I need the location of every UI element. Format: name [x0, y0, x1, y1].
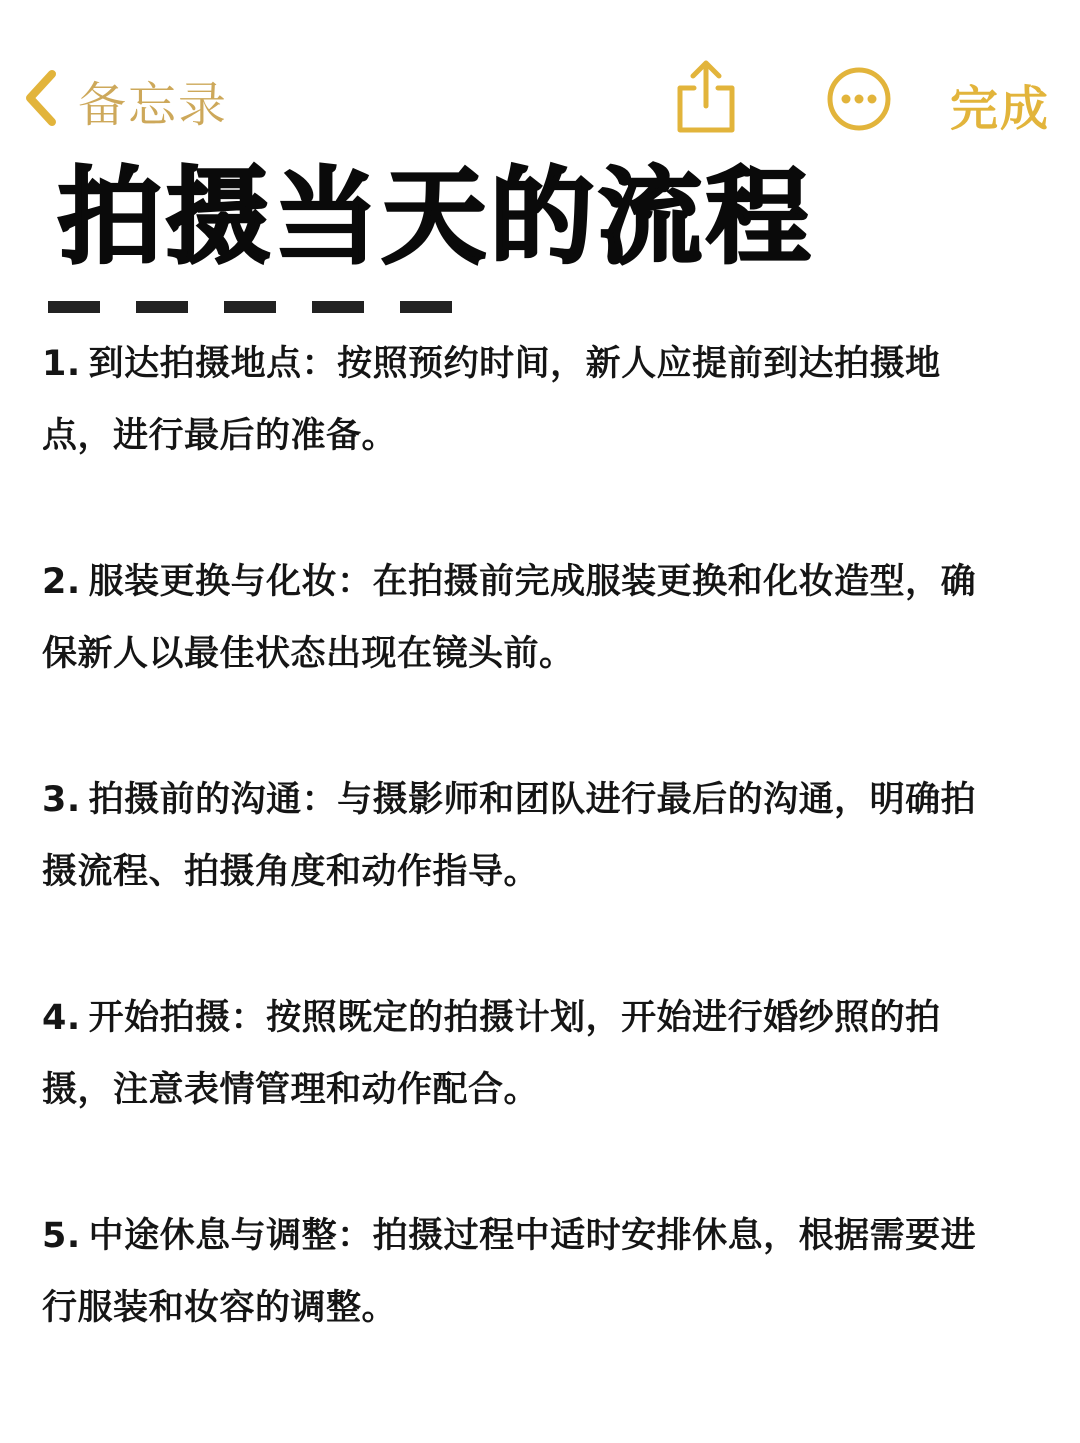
- step-text: 到达拍摄地点：按照预约时间，新人应提前到达拍摄地点，进行最后的准备。: [42, 344, 941, 456]
- note-title: 拍摄当天的流程: [58, 156, 815, 278]
- step-paragraph: [42, 982, 1002, 1126]
- step-number: 2.: [42, 562, 81, 602]
- step-text: 中途休息与调整：拍摄过程中适时安排休息，根据需要进行服装和妆容的调整。: [42, 1216, 977, 1328]
- step-number: 1.: [42, 344, 81, 384]
- divider-dash: [224, 301, 276, 313]
- step-paragraph: [42, 1200, 1002, 1344]
- dashed-divider: [48, 301, 452, 315]
- step-text: 服装更换与化妆：在拍摄前完成服装更换和化妆造型，确保新人以最佳状态出现在镜头前。: [42, 562, 977, 674]
- note-body[interactable]: [42, 328, 1002, 1418]
- more-icon: [826, 66, 892, 132]
- step-paragraph: [42, 764, 1002, 908]
- more-button[interactable]: [826, 66, 892, 132]
- done-button[interactable]: 完成: [950, 81, 1051, 137]
- back-label: 备忘录: [78, 76, 229, 133]
- navigation-bar: [0, 52, 1080, 148]
- divider-dash: [136, 301, 188, 313]
- step-number: 3.: [42, 780, 81, 820]
- step-text: 开始拍摄：按照既定的拍摄计划，开始进行婚纱照的拍摄，注意表情管理和动作配合。: [42, 998, 941, 1110]
- step-text: 拍摄前的沟通：与摄影师和团队进行最后的沟通，明确拍摄流程、拍摄角度和动作指导。: [42, 780, 977, 892]
- step-number: 4.: [42, 998, 81, 1038]
- step-number: 5.: [42, 1216, 81, 1256]
- chevron-left-icon: [20, 68, 62, 132]
- back-button[interactable]: [20, 64, 228, 136]
- step-paragraph: [42, 546, 1002, 690]
- divider-dash: [312, 301, 364, 313]
- divider-dash: [400, 301, 452, 313]
- step-paragraph: [42, 328, 1002, 472]
- share-button[interactable]: [674, 58, 738, 134]
- share-icon: [674, 58, 738, 134]
- divider-dash: [48, 301, 100, 313]
